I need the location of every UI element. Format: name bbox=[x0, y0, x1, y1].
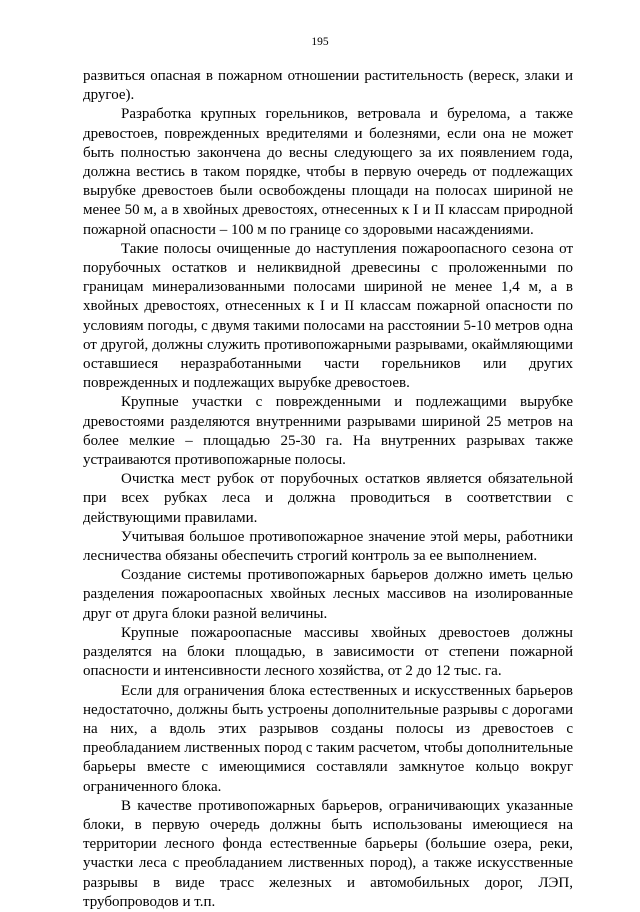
paragraph-6: Учитывая большое противопожарное значение этой меры, работники лесничества обязаны обеспечить строгий контроль за ее выполнением. bbox=[83, 528, 573, 565]
paragraph-4: Крупные участки с поврежденными и подлежащими вырубке древостоями разделяются внутренними разрывами шириной 25 метров на более мелкие – площадью 25-30 га. На внутренних разрывах также устраиваются противопожарные полосы. bbox=[83, 394, 573, 469]
paragraph-3: Такие полосы очищенные до наступления пожароопасного сезона от порубочных остатков и неликвидной древесины с проложенными по границам минерализованными полосами шириной не менее 1,4 м, а в хвойных древостоях, отнесенных к I и II классам пожарной опасности по условиям погоды, с двумя такими полосами на расстоянии 5-10 метров одна от другой, должны служить противопожарными разрывами, окаймляющими оставшиеся неразработанными части горельников или других поврежденных и подлежащих вырубке древостоев. bbox=[83, 240, 573, 392]
text-body bbox=[83, 67, 573, 912]
paragraph-10: В качестве противопожарных барьеров, ограничивающих указанные блоки, в первую очередь должны быть использованы имеющиеся на территории лесного фонда естественные барьеры (большие озера, реки, участки леса с преобладанием лиственных пород), а также искусственные разрывы в виде трасс железных и автомобильных дорог, ЛЭП, трубопроводов и т.п. bbox=[83, 797, 573, 910]
page-number: 195 bbox=[311, 36, 329, 48]
paragraph-2: Разработка крупных горельников, ветровала и бурелома, а также древостоев, поврежденных вредителями и болезнями, если она не может быть полностью закончена до весны следующего за их появлением года, должна вестись в таком порядке, чтобы в первую очередь от подлежащих вырубке древостоев были освобождены площади на полосах шириной не менее 50 м, а в хвойных древостоях, отнесенных к I и II классам природной пожарной опасности – 100 м по границе со здоровыми насаждениями. bbox=[83, 106, 573, 238]
paragraph-9: Если для ограничения блока естественных и искусственных барьеров недостаточно, должны быть устроены дополнительные разрывы с дорогами на них, а вдоль этих разрывов созданы полосы из древостоев с преобладанием лиственных пород с таким расчетом, чтобы дополнительные барьеры вместе с имеющимися составляли замкнутое кольцо вокруг ограниченного блока. bbox=[83, 682, 573, 795]
paragraph-8: Крупные пожароопасные массивы хвойных древостоев должны разделятся на блоки площадью, в зависимости от степени пожарной опасности и интенсивности лесного хозяйства, от 2 до 12 тыс. га. bbox=[83, 624, 573, 680]
paragraph-5: Очистка мест рубок от порубочных остатков является обязательной при всех рубках леса и должна проводиться в соответствии с действующими правилами. bbox=[83, 471, 573, 526]
paragraph-7: Создание системы противопожарных барьеров должно иметь целью разделения пожароопасных хвойных лесных массивов на изолированные друг от друга блоки разной величины. bbox=[83, 567, 573, 622]
paragraph-1: развиться опасная в пожарном отношении растительность (вереск, злаки и другое). bbox=[83, 68, 573, 104]
